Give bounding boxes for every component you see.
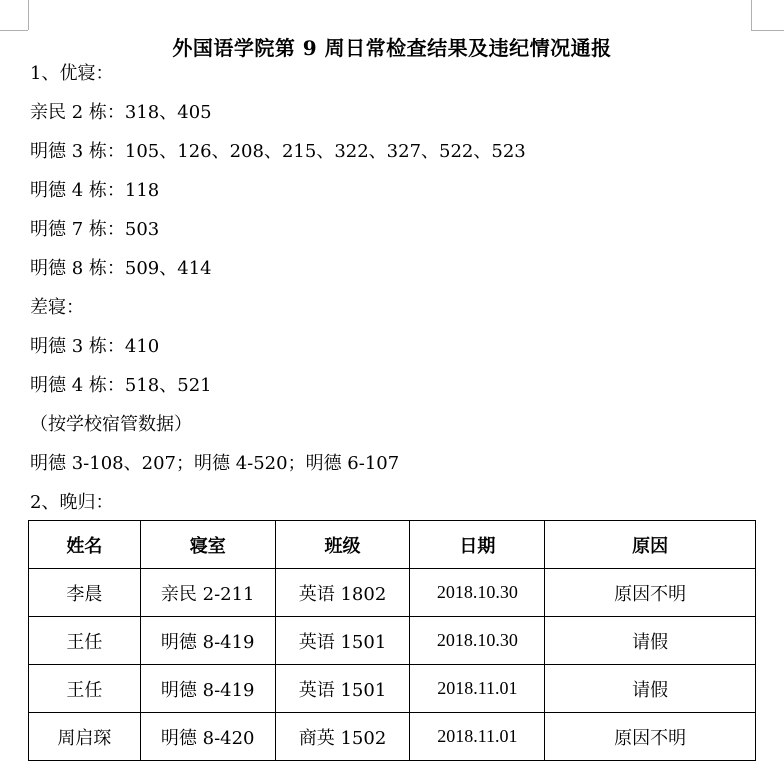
poor-item: 明德 3 栋：410 [30,336,160,357]
excellent-item: 明德 4 栋：118 [30,180,160,201]
header-reason: 原因 [545,521,756,569]
cell-reason: 请假 [545,617,756,665]
cell-name: 周启琛 [29,713,141,761]
header-room: 寝室 [140,521,275,569]
cell-class: 英语 1802 [275,569,410,617]
excellent-item: 明德 3 栋：105、126、208、215、322、327、522、523 [30,141,526,162]
header-class: 班级 [275,521,410,569]
excellent-item: 明德 7 栋：503 [30,219,160,240]
excellent-item: 明德 8 栋：509、414 [30,258,212,279]
cell-name: 王任 [29,617,141,665]
crop-mark-top-left [0,30,28,31]
cell-date: 2018.10.30 [410,617,545,665]
cell-reason: 请假 [545,665,756,713]
header-name: 姓名 [29,521,141,569]
crop-mark-top-right [751,30,784,31]
crop-mark-top-left [28,0,29,30]
cell-reason: 原因不明 [545,713,756,761]
school-list: 明德 3-108、207；明德 4-520；明德 6-107 [30,453,400,474]
cell-room: 明德 8-419 [140,617,275,665]
cell-reason: 原因不明 [545,569,756,617]
table-row [29,617,756,665]
cell-class: 英语 1501 [275,665,410,713]
cell-date: 2018.11.01 [410,665,545,713]
table-row [29,665,756,713]
late-return-table [28,520,756,761]
cell-room: 明德 8-420 [140,713,275,761]
cell-name: 李晨 [29,569,141,617]
cell-room: 明德 8-419 [140,665,275,713]
cell-room: 亲民 2-211 [140,569,275,617]
table-row [29,713,756,761]
header-date: 日期 [410,521,545,569]
poor-item: 明德 4 栋：518、521 [30,375,212,396]
table-row [29,569,756,617]
cell-date: 2018.11.01 [410,713,545,761]
cell-class: 商英 1502 [275,713,410,761]
crop-mark-top-right [751,0,752,30]
poor-heading: 差寝： [30,297,84,318]
document-title: 外国语学院第 9 周日常检查结果及违纪情况通报 [172,36,612,60]
excellent-item: 亲民 2 栋：318、405 [30,102,212,123]
table-header-row [29,521,756,569]
cell-name: 王任 [29,665,141,713]
cell-date: 2018.10.30 [410,569,545,617]
section2-heading: 2、晚归： [30,492,114,513]
section1-heading: 1、优寝： [30,63,114,84]
cell-class: 英语 1501 [275,617,410,665]
school-note: （按学校宿管数据） [30,414,192,435]
